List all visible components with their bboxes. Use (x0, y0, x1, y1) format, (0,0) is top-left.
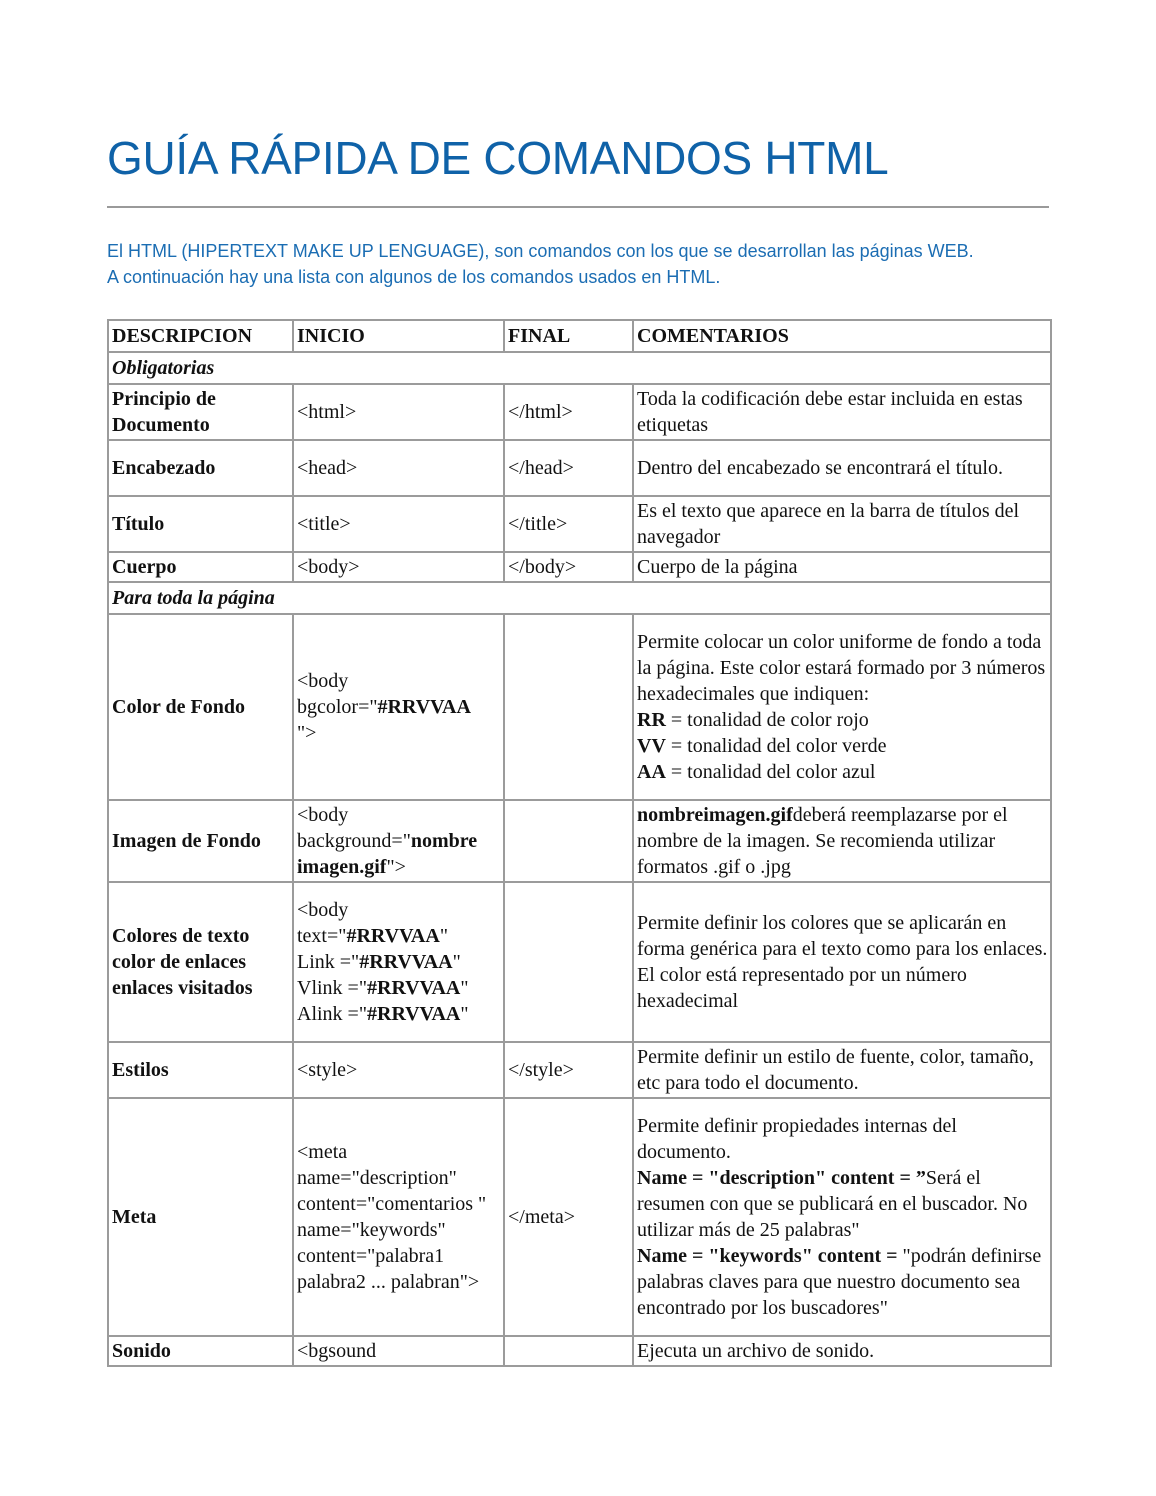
table-row (108, 552, 1051, 582)
row-end-tag: </head> (504, 440, 633, 496)
row-comment (633, 614, 1051, 800)
row-comment: Ejecuta un archivo de sonido. (633, 1336, 1051, 1366)
aa-value: = tonalidad del color azul (665, 761, 876, 783)
rr-key: RR (637, 709, 666, 731)
attr-name: background=" (297, 830, 411, 852)
comment-text: Permite colocar un color uniforme de fondo a toda la página. Este color estará formado por 3 números hexadecimales que indiquen: (637, 631, 1046, 705)
tag-close: "> (386, 856, 406, 878)
tag-close: "> (297, 722, 317, 744)
description-key: Name = "description" content = ” (637, 1167, 926, 1189)
header-descripcion: DESCRIPCION (108, 320, 293, 352)
header-inicio: INICIO (293, 320, 504, 352)
row-comment: Toda la codificación debe estar incluida en estas etiquetas (633, 384, 1051, 440)
keywords-key: Name = "keywords" content = (637, 1245, 903, 1267)
quote: " (460, 1003, 469, 1025)
tag-open: <body (297, 899, 349, 921)
table-row (108, 800, 1051, 882)
row-comment: Cuerpo de la página (633, 552, 1051, 582)
row-end-tag: </title> (504, 496, 633, 552)
commands-table (107, 319, 1052, 1367)
attr-vlink: Vlink =" (297, 977, 367, 999)
row-start-tag (293, 800, 504, 882)
row-comment (633, 800, 1051, 882)
attr-value: #RRVVAA (377, 696, 471, 718)
row-start-tag: <bgsound (293, 1336, 504, 1366)
aa-key: AA (637, 761, 666, 783)
attr-value: #RRVVAA (367, 1003, 461, 1025)
table-row (108, 440, 1051, 496)
table-row (108, 1098, 1051, 1336)
row-end-tag: </meta> (504, 1098, 633, 1336)
intro-line-1: El HTML (HIPERTEXT MAKE UP LENGUAGE), son comandos con los que se desarrollan las páginas WEB. (107, 241, 974, 261)
row-description: Imagen de Fondo (108, 800, 293, 882)
page-title: GUÍA RÁPIDA DE COMANDOS HTML (107, 132, 889, 184)
intro-paragraph (107, 238, 1049, 290)
row-start-tag: <meta name="description" content="comentarios " name="keywords" content="palabra1 palabra2 ... palabran"> (293, 1098, 504, 1336)
comment-filename: nombreimagen.gif (637, 804, 793, 826)
attr-text: text=" (297, 925, 347, 947)
attr-value: #RRVVAA (346, 925, 440, 947)
row-description: Sonido (108, 1336, 293, 1366)
table-row (108, 882, 1051, 1042)
quote: " (439, 925, 448, 947)
row-description: Título (108, 496, 293, 552)
vv-key: VV (637, 735, 666, 757)
attr-value: #RRVVAA (367, 977, 461, 999)
row-description: Colores de texto color de enlaces enlaces visitados (108, 882, 293, 1042)
row-description: Encabezado (108, 440, 293, 496)
table-row (108, 1042, 1051, 1098)
row-description: Cuerpo (108, 552, 293, 582)
section-label: Para toda la página (108, 582, 1051, 614)
row-start-tag: <head> (293, 440, 504, 496)
header-comentarios: COMENTARIOS (633, 320, 1051, 352)
attr-value: nombre imagen.gif (297, 830, 478, 878)
comment-text: Permite definir propiedades internas del documento. (637, 1115, 957, 1163)
row-description: Principio de Documento (108, 384, 293, 440)
row-end-tag: </html> (504, 384, 633, 440)
table-header-row (108, 320, 1051, 352)
row-description: Estilos (108, 1042, 293, 1098)
attr-value: #RRVVAA (359, 951, 453, 973)
table-row (108, 496, 1051, 552)
row-comment: Permite definir los colores que se aplicarán en forma genérica para el texto como para los enlaces. El color está representado por un número hexadecimal (633, 882, 1051, 1042)
quote: " (460, 977, 469, 999)
section-row-obligatorias (108, 352, 1051, 384)
attr-name: bgcolor=" (297, 696, 378, 718)
section-row-para-toda (108, 582, 1051, 614)
row-comment: Dentro del encabezado se encontrará el título. (633, 440, 1051, 496)
intro-line-2: A continuación hay una lista con algunos de los comandos usados en HTML. (107, 267, 721, 287)
row-comment (633, 1098, 1051, 1336)
row-start-tag: <html> (293, 384, 504, 440)
vv-value: = tonalidad del color verde (665, 735, 887, 757)
table-row (108, 384, 1051, 440)
row-start-tag: <title> (293, 496, 504, 552)
row-start-tag: <body> (293, 552, 504, 582)
row-end-tag: </body> (504, 552, 633, 582)
row-description: Meta (108, 1098, 293, 1336)
tag-open: <body (297, 670, 349, 692)
comment-text: deberá reemplazarse por el nombre de la imagen. Se recomienda utilizar formatos .gif o .jpg (637, 804, 1008, 878)
keywords-value: "podrán definirse palabras claves para que nuestro documento sea encontrado por los buscadores" (637, 1245, 1042, 1319)
row-comment: Es el texto que aparece en la barra de títulos del navegador (633, 496, 1051, 552)
table-row (108, 614, 1051, 800)
description-value: Será el resumen con que se publicará en el buscador. No utilizar más de 25 palabras" (637, 1167, 1028, 1241)
row-start-tag (293, 882, 504, 1042)
attr-link: Link =" (297, 951, 360, 973)
tag-open: <body (297, 804, 349, 826)
section-label: Obligatorias (108, 352, 1051, 384)
row-start-tag (293, 614, 504, 800)
rr-value: = tonalidad de color rojo (665, 709, 869, 731)
row-end-tag (504, 614, 633, 800)
row-comment: Permite definir un estilo de fuente, color, tamaño, etc para todo el documento. (633, 1042, 1051, 1098)
header-final: FINAL (504, 320, 633, 352)
row-end-tag (504, 882, 633, 1042)
quote: " (452, 951, 461, 973)
title-divider (107, 206, 1049, 208)
row-description: Color de Fondo (108, 614, 293, 800)
table-row (108, 1336, 1051, 1366)
attr-alink: Alink =" (297, 1003, 367, 1025)
row-end-tag (504, 800, 633, 882)
row-end-tag: </style> (504, 1042, 633, 1098)
row-start-tag: <style> (293, 1042, 504, 1098)
row-end-tag (504, 1336, 633, 1366)
